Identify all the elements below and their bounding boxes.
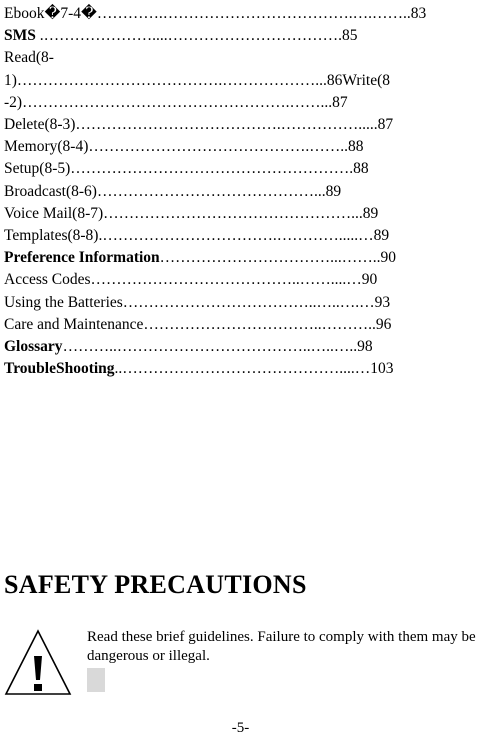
toc-entry-sms [4, 25, 476, 47]
toc-entry-setup: Setup(8-5)……………………………………………….88 [4, 160, 369, 178]
toc-entry-voice-mail: Voice Mail(8-7)…………………………………………...89 [4, 204, 379, 222]
toc-entry-troubleshooting [4, 358, 476, 380]
toc-entry-glossary-leader: ………..………………………………..…..…..98 [62, 338, 373, 356]
safety-notice-text: Read these brief guidelines. Failure to comply with them may be dangerous or illegal. [87, 629, 476, 664]
toc-entry-using-batteries: Using the Batteries………………………………..…..….…93 [4, 293, 391, 311]
toc-entry-glossary [4, 336, 476, 358]
toc-entry-access-codes: Access Codes…………………………………..……....…90 [4, 271, 378, 289]
table-of-contents [4, 3, 476, 380]
section-heading: SAFETY PRECAUTIONS [4, 570, 307, 599]
toc-entry-broadcast: Broadcast(8-6)……………………………………...89 [4, 182, 342, 200]
toc-entry-ebook: Ebook�7-4�………….……………………………….….……..83 [4, 5, 427, 22]
toc-entry-read-write: 1)………………………………….………………...86Write(8 [4, 71, 390, 89]
toc-entry-care-maintenance: Care and Maintenance……………………………..………..96 [4, 315, 392, 333]
toc-entry-templates: Templates(8-8).…………………………….………….....…89 [4, 227, 390, 245]
toc-entry-troubleshooting-leader: ..……………………………………....…103 [114, 360, 394, 378]
toc-entry-preference-leader: ……………………………...……..90 [159, 249, 397, 267]
toc-entry-glossary-title: Glossary [4, 338, 63, 356]
shaded-box [87, 668, 105, 692]
warning-icon [4, 628, 72, 696]
toc-entry-memory: Memory(8-4)…………………………………….……..88 [4, 138, 364, 156]
toc-entry-delete: Delete(8-3)………………………………….…………….....87 [4, 116, 394, 134]
toc-entry-preference-information [4, 247, 476, 269]
toc-entry-preference-title: Preference Information [4, 249, 160, 267]
toc-entry-troubleshooting-title: TroubleShooting [4, 360, 115, 378]
toc-entry-sms-title: SMS [4, 27, 36, 45]
toc-entry-sms-leader: .…………………....…………………………….85 [35, 27, 358, 45]
page-number: -5- [231, 720, 250, 736]
toc-entry-write: -2)…………………………………………….……...87 [4, 93, 348, 111]
toc-entry-read-a: Read(8- [4, 49, 54, 67]
